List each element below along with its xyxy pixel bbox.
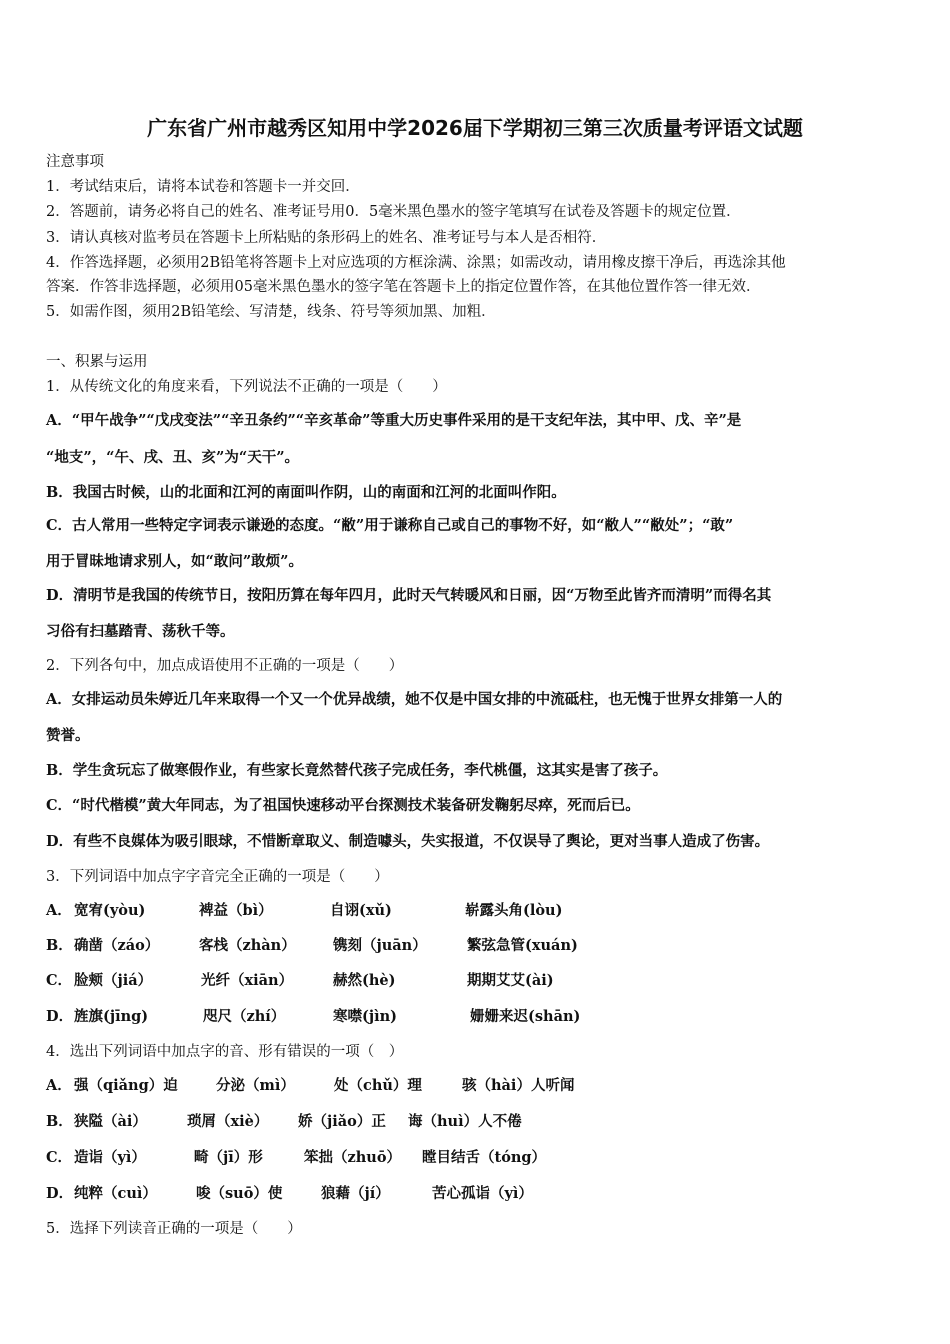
q3-row-label: D．: [46, 1008, 74, 1025]
q1-option-d: D．清明节是我国的传统节日，按阳历算在每年四月，此时天气转暖风和日丽，因“万物至此皆齐而清明”而得名其: [46, 587, 772, 604]
q4-term: 琐屑（xiè）: [187, 1113, 269, 1130]
notice-item: 1．考试结束后，请将本试卷和答题卡一并交回．: [46, 179, 360, 195]
notice-item: 2．答题前，请务必将自己的姓名、准考证号用0．5毫米黑色墨水的签字笔填写在试卷及答题卡的规定位置．: [46, 204, 741, 220]
question-3-stem: 3．下列词语中加点字字音完全正确的一项是（ ）: [46, 869, 389, 885]
page-title: 广东省广州市越秀区知用中学2026届下学期初三第三次质量考评语文试题: [147, 116, 803, 140]
question-5-stem: 5．选择下列读音正确的一项是（ ）: [46, 1221, 302, 1237]
q4-row-label: C．: [46, 1149, 73, 1166]
q4-term: 纯粹（cuì）: [74, 1185, 157, 1202]
q3-term: 光纤（xiān）: [201, 972, 294, 989]
q1-option-b: B．我国古时候，山的北面和江河的南面叫作阴，山的南面和江河的北面叫作阳。: [46, 484, 566, 501]
q2-option-a: A．女排运动员朱婷近几年来取得一个又一个优异战绩，她不仅是中国女排的中流砥柱，也无愧于世界女排第一人的: [46, 691, 783, 708]
q3-term: 镌刻（juān）: [333, 937, 427, 954]
q4-term: 处（chǔ）理: [334, 1077, 422, 1094]
notice-heading: 注意事项: [46, 154, 104, 170]
q3-term: 旌旗(jīng): [74, 1008, 149, 1025]
q4-term: 瞠目结舌（tóng）: [422, 1149, 547, 1166]
q1-option-a-cont: “地支”，“午、戌、丑、亥”为“天干”。: [46, 449, 300, 466]
q3-row-label: C．: [46, 972, 73, 989]
question-4-stem: 4．选出下列词语中加点字的音、形有错误的一项（ ）: [46, 1044, 404, 1060]
question-2-stem: 2．下列各句中，加点成语使用不正确的一项是（ ）: [46, 658, 404, 674]
q4-term: 强（qiǎng）迫: [74, 1077, 178, 1094]
q1-option-c: C．古人常用一些特定字词表示谦逊的态度。“敝”用于谦称自己或自己的事物不好，如“敝人”“敝处”；“敢”: [46, 517, 734, 534]
q4-term: 狭隘（ài）: [74, 1113, 147, 1130]
q3-term: 裨益（bì）: [199, 902, 273, 919]
q4-term: 笨拙（zhuō）: [304, 1149, 401, 1166]
q2-option-a-cont: 赞誉。: [46, 727, 90, 744]
q1-option-a: A．“甲午战争”“戊戌变法”“辛丑条约”“辛亥革命”等重大历史事件采用的是干支纪年法，其中甲、戊、辛”是: [46, 412, 742, 429]
q1-option-c-cont: 用于冒昧地请求别人，如“敢问”敢烦”。: [46, 553, 304, 570]
q3-term: 崭露头角(lòu): [465, 902, 563, 919]
q4-row-label: A．: [46, 1077, 72, 1094]
q2-option-b: B．学生贪玩忘了做寒假作业，有些家长竟然替代孩子完成任务，李代桃僵，这其实是害了孩子。: [46, 762, 668, 779]
q3-term: 赫然(hè): [333, 972, 396, 989]
notice-item: 答案．作答非选择题，必须用05毫米黑色墨水的签字笔在答题卡上的指定位置作答，在其他位置作答一律无效．: [46, 279, 761, 295]
q4-term: 分泌（mì）: [216, 1077, 295, 1094]
q3-term: 咫尺（zhí）: [203, 1008, 286, 1025]
q4-term: 畸（jī）形: [194, 1149, 263, 1166]
q3-row-label: A．: [46, 902, 72, 919]
q3-term: 繁弦急管(xuán): [467, 937, 578, 954]
q4-term: 娇（jiǎo）正: [298, 1113, 386, 1130]
q2-option-c: C．“时代楷模”黄大年同志，为了祖国快速移动平台探测技术装备研发鞠躬尽瘁，死而后已。: [46, 797, 640, 814]
q4-row-label: D．: [46, 1185, 74, 1202]
q4-term: 苦心孤诣（yì）: [432, 1185, 533, 1202]
q4-term: 骇（hài）人听闻: [462, 1077, 575, 1094]
q4-term: 狼藉（jí）: [321, 1185, 390, 1202]
q1-option-d-cont: 习俗有扫墓踏青、荡秋千等。: [46, 623, 235, 640]
q4-term: 造诣（yì）: [74, 1149, 146, 1166]
question-1-stem: 1．从传统文化的角度来看，下列说法不正确的一项是（ ）: [46, 379, 447, 395]
q3-term: 期期艾艾(ài): [467, 972, 554, 989]
q3-term: 脸颊（jiá）: [74, 972, 153, 989]
q4-term: 唆（suō）使: [196, 1185, 283, 1202]
notice-item: 3．请认真核对监考员在答题卡上所粘贴的条形码上的姓名、准考证号与本人是否相符．: [46, 230, 607, 246]
q4-term: 诲（huì）人不倦: [408, 1113, 522, 1130]
notice-item: 4．作答选择题，必须用2B铅笔将答题卡上对应选项的方框涂满、涂黑；如需改动，请用橡皮擦干净后，再选涂其他: [46, 255, 786, 271]
q3-term: 客栈（zhàn）: [199, 937, 296, 954]
q3-term: 寒噤(jìn): [333, 1008, 398, 1025]
q3-term: 确凿（záo）: [74, 937, 160, 954]
q3-term: 自诩(xǔ): [330, 902, 392, 919]
q2-option-d: D．有些不良媒体为吸引眼球，不惜断章取义、制造噱头，失实报道，不仅误导了舆论，更对当事人造成了伤害。: [46, 833, 770, 850]
section-heading: 一、积累与运用: [46, 354, 148, 370]
q3-row-label: B．: [46, 937, 73, 954]
notice-item: 5．如需作图，须用2B铅笔绘、写清楚，线条、符号等须加黑、加粗．: [46, 304, 496, 320]
q4-row-label: B．: [46, 1113, 73, 1130]
q3-term: 姗姗来迟(shān): [470, 1008, 581, 1025]
q3-term: 宽宥(yòu): [74, 902, 146, 919]
